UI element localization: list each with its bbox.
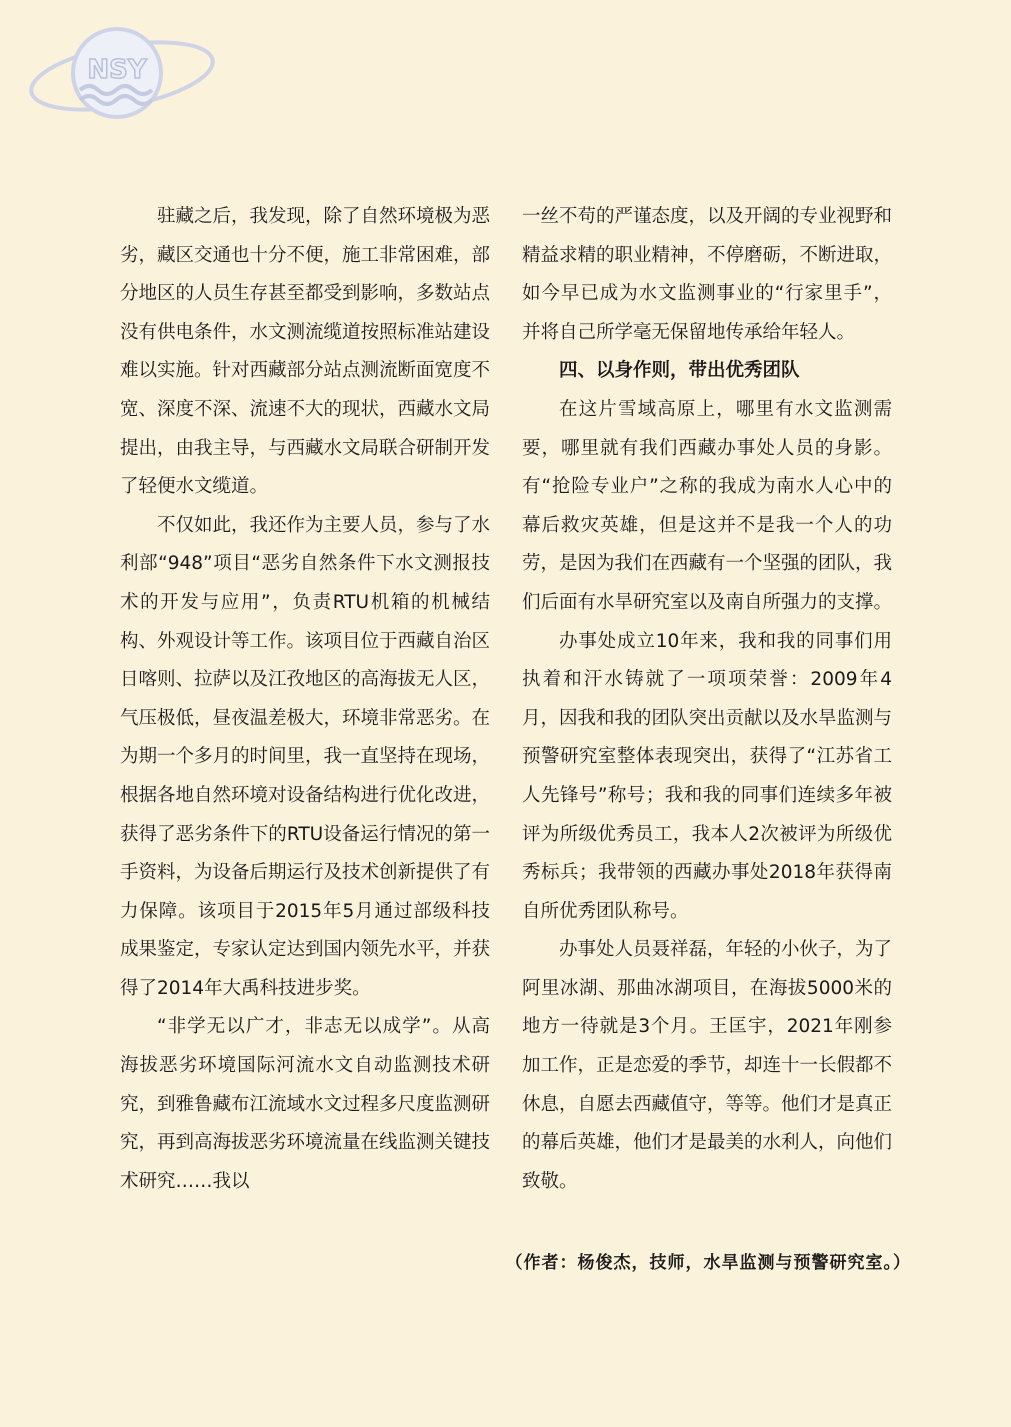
left-column [120,198,490,1201]
paragraph: 在这片雪域高原上，哪里有水文监测需要，哪里就有我们西藏办事处人员的身影。有“抢险专业户”之称的我成为南水人心中的幕后救灾英雄，但是这并不是我一个人的功劳，是因为我们在西藏有一个坚强的团队，我们后面有水旱研究室以及南自所强力的支撑。 [522,398,893,613]
svg-text:NSY: NSY [87,55,147,85]
paragraph: 办事处成立10年来，我和我的同事们用执着和汗水铸就了一项项荣誉：2009年4月，因我和我的团队突出贡献以及水旱监测与预警研究室整体表现突出，获得了“江苏省工人先锋号”称号；我和我的同事们连续多年被评为所级优秀员工，我本人2次被评为所级优秀标兵；我带领的西藏办事处2018年获得南自所优秀团队称号。 [522,630,893,922]
paragraph: 驻藏之后，我发现，除了自然环境极为恶劣，藏区交通也十分不便，施工非常困难，部分地区的人员生存甚至都受到影响，多数站点没有供电条件，水文测流缆道按照标准站建设难以实施。针对西藏部分站点测流断面宽度不宽、深度不深、流速不大的现状，西藏水文局提出，由我主导，与西藏水文局联合研制开发了轻便水文缆道。 [120,206,491,498]
section-heading: 四、以身作则，带出优秀团队 [559,360,800,382]
paragraph-continuation: 一丝不苟的严谨态度，以及开阔的专业视野和精益求精的职业精神，不停磨砺，不断进取，如今早已成为水文监测事业的“行家里手”，并将自己所学毫无保留地传承给年轻人。 [522,206,893,343]
author-byline: （作者：杨俊杰，技师，水旱监测与预警研究室。） [505,1253,911,1273]
paragraph: “非学无以广才，非志无以成学”。从高海拔恶劣环境国际河流水文自动监测技术研究，到雅鲁藏布江流域水文过程多尺度监测研究，再到高海拔恶劣环境流量在线监测关键技术研究……我以 [120,1016,491,1192]
paragraph: 不仅如此，我还作为主要人员，参与了水利部“948”项目“恶劣自然条件下水文测报技术的开发与应用”，负责RTU机箱的机械结构、外观设计等工作。该项目位于西藏自治区日喀则、拉萨以及江孜地区的高海拔无人区，气压极低，昼夜温差极大，环境非常恶劣。在为期一个多月的时间里，我一直坚持在现场，根据各地自然环境对设备结构进行优化改进，获得了恶劣条件下的RTU设备运行情况的第一手资料，为设备后期运行及技术创新提供了有力保障。该项目于2015年5月通过部级科技成果鉴定，专家认定达到国内领先水平，并获得了2014年大禹科技进步奖。 [120,514,491,999]
right-column [522,198,892,1201]
nsy-logo-icon [22,18,222,128]
paragraph: 办事处人员聂祥磊，年轻的小伙子，为了阿里冰湖、那曲冰湖项目，在海拔5000米的地方一待就是3个月。王匡宇，2021年刚参加工作，正是恋爱的季节，却连十一长假都不休息，自愿去西藏值守，等等。他们才是真正的幕后英雄，他们才是最美的水利人，向他们致敬。 [522,939,893,1192]
